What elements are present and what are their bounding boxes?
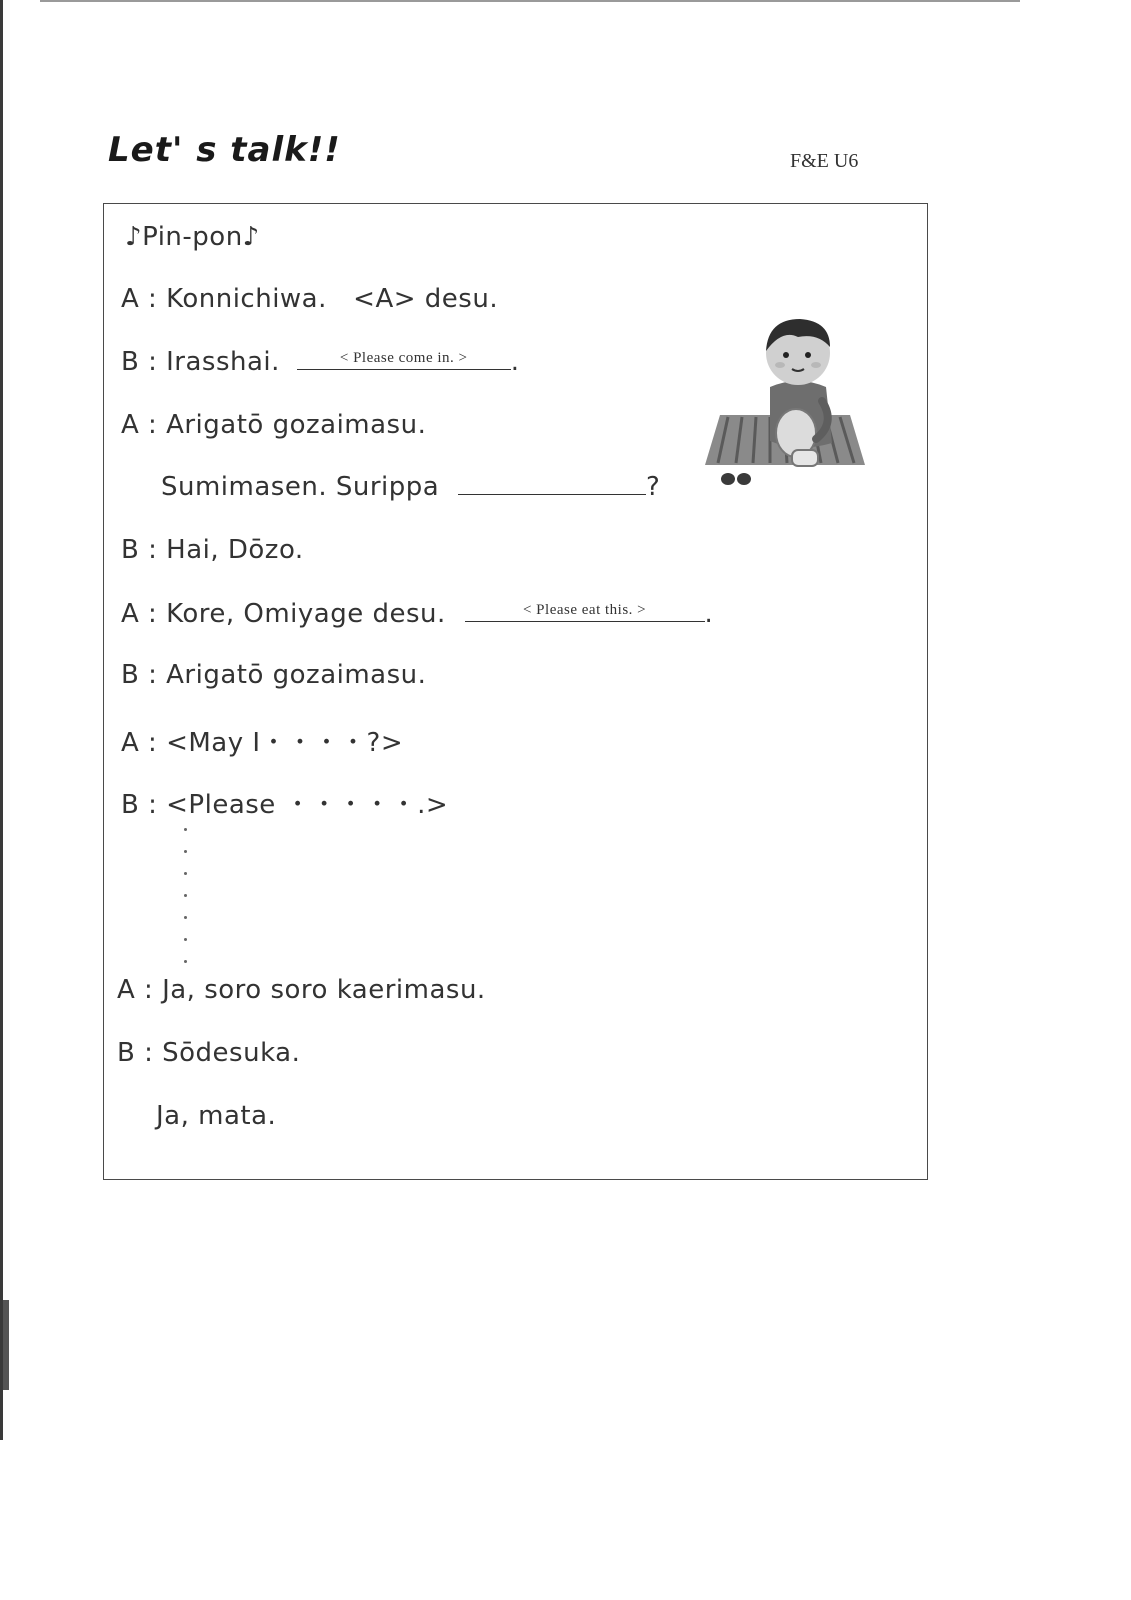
intro-line: ♪Pin-pon♪ <box>125 222 260 252</box>
speaker-label: A : <box>117 975 154 1005</box>
blank-hint: < Please eat this. > <box>522 602 647 618</box>
dialogue-line <box>117 1038 300 1068</box>
answer-blank[interactable] <box>465 597 705 622</box>
shoe <box>721 473 735 485</box>
line-text: Hai, Dōzo. <box>166 535 304 565</box>
line-end: ? <box>645 472 661 502</box>
top-rule <box>40 0 1020 2</box>
speaker-label: A : <box>121 410 158 440</box>
line-text: Irasshai. <box>166 347 280 377</box>
page-title: Let' s talk!! <box>108 130 341 170</box>
line-text: <May I・・・・?> <box>166 728 404 758</box>
line-text: Konnichiwa. <A> desu. <box>166 284 499 314</box>
boy-cheek <box>811 362 821 368</box>
dialogue-line <box>121 597 713 629</box>
boy-eye <box>805 352 811 358</box>
line-text: Arigatō gozaimasu. <box>166 660 427 690</box>
blank-hint: < Please come in. > <box>339 350 468 366</box>
line-end: . <box>510 347 520 377</box>
dialogue-line <box>121 535 304 565</box>
dialogue-line <box>121 284 498 314</box>
line-text: Kore, Omiyage desu. <box>166 599 446 629</box>
line-text: Ja, mata. <box>156 1101 277 1131</box>
speaker-label: B : <box>117 1038 154 1068</box>
speaker-label: A : <box>121 728 158 758</box>
speaker-label: B : <box>121 535 158 565</box>
speaker-label: B : <box>121 790 158 820</box>
dialogue-line <box>161 472 660 502</box>
boy-feet <box>792 450 818 466</box>
boy-cheek <box>775 362 785 368</box>
scan-smudge <box>3 1300 9 1390</box>
dialogue-line <box>121 660 426 690</box>
dialogue-line <box>121 784 448 821</box>
line-text: <Please ・・・・・.> <box>166 790 449 820</box>
line-end: . <box>704 599 714 629</box>
line-text: Sumimasen. Surippa <box>161 472 440 502</box>
shoe <box>737 473 751 485</box>
speaker-label: B : <box>121 660 158 690</box>
line-text: Arigatō gozaimasu. <box>166 410 427 440</box>
speaker-label: B : <box>121 347 158 377</box>
speaker-label: A : <box>121 284 158 314</box>
scan-edge <box>0 0 3 1440</box>
unit-code: F&E U6 <box>790 150 859 172</box>
dialogue-line <box>121 722 403 759</box>
line-text: Ja, soro soro kaerimasu. <box>162 975 486 1005</box>
speaker-label: A : <box>121 599 158 629</box>
line-text: Sōdesuka. <box>162 1038 301 1068</box>
dialogue-line <box>121 347 519 377</box>
boy-sitting-genkan-icon <box>700 315 880 495</box>
boy-eye <box>783 352 789 358</box>
ellipsis-vertical <box>181 828 189 982</box>
dialogue-line <box>117 975 486 1005</box>
dialogue-line <box>156 1101 276 1131</box>
answer-blank[interactable] <box>297 347 511 370</box>
dialogue-line <box>121 410 426 440</box>
answer-blank[interactable] <box>458 474 646 495</box>
